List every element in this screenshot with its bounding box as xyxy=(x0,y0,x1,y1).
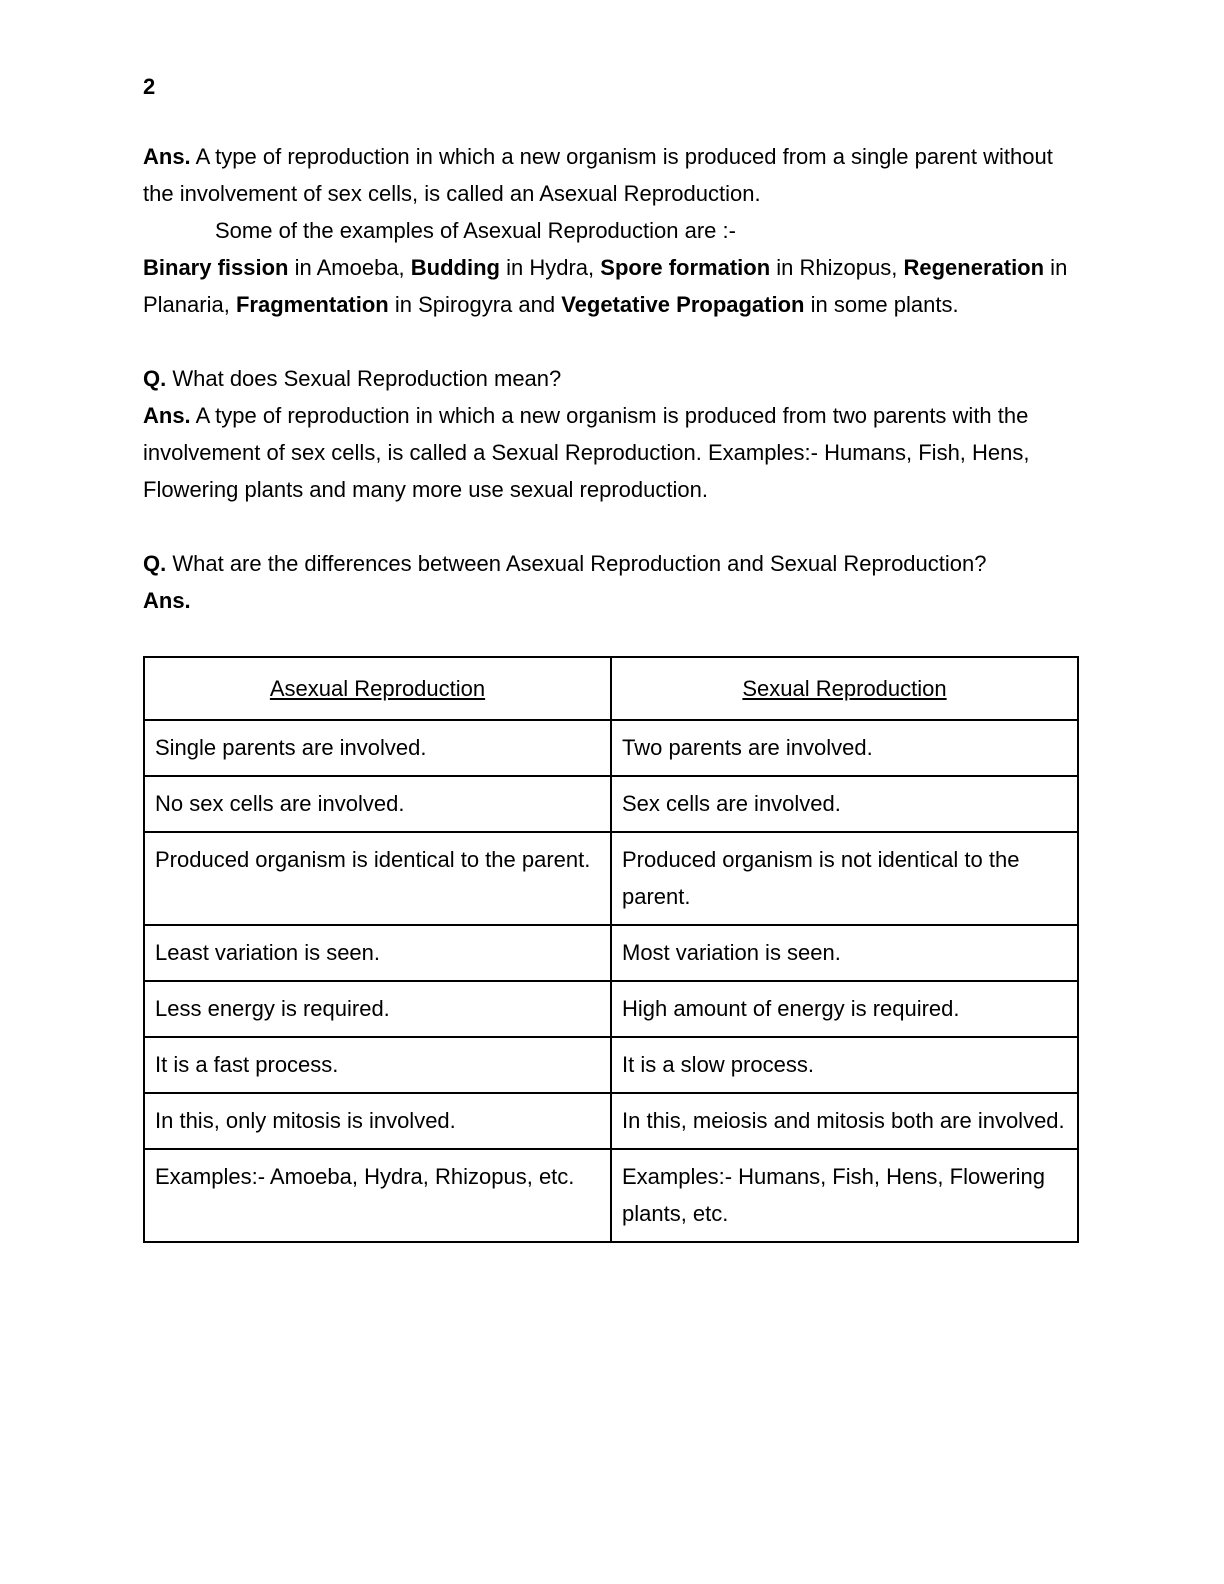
table-cell: Produced organism is not identical to the parent. xyxy=(611,832,1078,925)
table-cell: Examples:- Humans, Fish, Hens, Flowering plants, etc. xyxy=(611,1149,1078,1242)
table-cell: It is a fast process. xyxy=(144,1037,611,1093)
comparison-table xyxy=(143,656,1079,1243)
table-cell: It is a slow process. xyxy=(611,1037,1078,1093)
table-cell: Less energy is required. xyxy=(144,981,611,1037)
table-cell: Sex cells are involved. xyxy=(611,776,1078,832)
table-cell: Examples:- Amoeba, Hydra, Rhizopus, etc. xyxy=(144,1149,611,1242)
table-cell: Single parents are involved. xyxy=(144,720,611,776)
table-header-asexual: Asexual Reproduction xyxy=(144,657,611,720)
table-row xyxy=(144,1037,1078,1093)
table-header-sexual: Sexual Reproduction xyxy=(611,657,1078,720)
document-content xyxy=(143,138,1080,1243)
bold-term: Spore formation xyxy=(600,255,771,280)
table-row xyxy=(144,1149,1078,1242)
table-cell: Two parents are involved. xyxy=(611,720,1078,776)
table-cell: No sex cells are involved. xyxy=(144,776,611,832)
paragraph-answer-sexual xyxy=(143,397,1080,508)
table-row xyxy=(144,720,1078,776)
table-row xyxy=(144,925,1078,981)
question-text: What does Sexual Reproduction mean? xyxy=(172,366,562,391)
table-row xyxy=(144,1093,1078,1149)
table-cell: Least variation is seen. xyxy=(144,925,611,981)
question-label: Q. xyxy=(143,551,167,576)
table-cell: In this, only mitosis is involved. xyxy=(144,1093,611,1149)
spacer xyxy=(143,508,1080,545)
paragraph-question-differences xyxy=(143,545,1080,582)
text-run: in Hydra, xyxy=(500,255,601,280)
table-cell: Produced organism is identical to the parent. xyxy=(144,832,611,925)
table-cell: High amount of energy is required. xyxy=(611,981,1078,1037)
bold-term: Fragmentation xyxy=(235,292,389,317)
paragraph-examples-detail xyxy=(143,249,1080,323)
text-run: in Rhizopus, xyxy=(770,255,904,280)
table-cell: Most variation is seen. xyxy=(611,925,1078,981)
answer-text: A type of reproduction in which a new organism is produced from two parents with the involvement of sex cells, is called a Sexual Reproduction. Examples:- Humans, Fish, Hens, Flowering plants and many more use sexual reproduction. xyxy=(143,403,1030,502)
table-row xyxy=(144,981,1078,1037)
spacer xyxy=(143,323,1080,360)
bold-term: Vegetative Propagation xyxy=(561,292,805,317)
table-row xyxy=(144,832,1078,925)
answer-label: Ans. xyxy=(143,403,191,428)
spacer xyxy=(143,619,1080,656)
table-cell: In this, meiosis and mitosis both are involved. xyxy=(611,1093,1078,1149)
paragraph-answer-asexual xyxy=(143,138,1080,212)
text-run: in some plants. xyxy=(804,292,959,317)
bold-term: Binary fission xyxy=(143,255,289,280)
table-row xyxy=(144,776,1078,832)
text-run: in Spirogyra and xyxy=(388,292,562,317)
answer-label: Ans. xyxy=(143,144,191,169)
question-text: What are the differences between Asexual Reproduction and Sexual Reproduction? xyxy=(172,551,987,576)
paragraph-examples-intro: Some of the examples of Asexual Reproduction are :- xyxy=(215,218,736,243)
text-run: in Amoeba, xyxy=(288,255,411,280)
paragraph-question-sexual xyxy=(143,360,1080,397)
bold-term: Budding xyxy=(410,255,500,280)
question-label: Q. xyxy=(143,366,167,391)
paragraph-answer-differences-label: Ans. xyxy=(143,588,191,613)
table-header-row xyxy=(144,657,1078,720)
answer-text: A type of reproduction in which a new organism is produced from a single parent without the involvement of sex cells, is called an Asexual Reproduction. xyxy=(143,144,1053,206)
bold-term: Regeneration xyxy=(903,255,1045,280)
page-number: 2 xyxy=(143,74,156,99)
comparison-table-body xyxy=(144,720,1078,1242)
text-run: in Planaria, xyxy=(143,255,1068,317)
